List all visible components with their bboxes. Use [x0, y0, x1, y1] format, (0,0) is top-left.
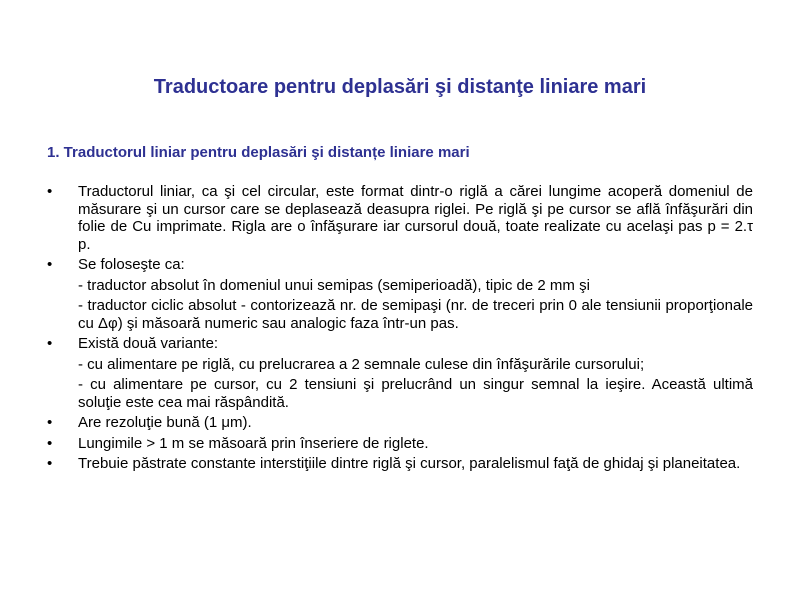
- list-item: [47, 183, 753, 253]
- sub-item: [47, 277, 753, 295]
- bullet-marker: •: [47, 414, 53, 431]
- sub-item-text: - cu alimentare pe riglă, cu prelucrarea a 2 semnale culese din înfăşurările cursorului;: [78, 355, 645, 373]
- sub-item: [47, 356, 753, 374]
- list-item-text: Are rezoluţie bună (1 μm).: [78, 414, 252, 431]
- bullet-marker: •: [47, 434, 53, 452]
- list-item-text: Există două variante:: [78, 335, 219, 352]
- sub-item-text: - traductor absolut în domeniul unui semipas (semiperioadă), tipic de 2 mm şi: [78, 276, 590, 294]
- bullet-marker: •: [47, 455, 53, 472]
- bullet-list: [47, 183, 753, 476]
- sub-item-text: - traductor ciclic absolut - contorizează nr. de semipaşi (nr. de treceri prin 0 ale tensiunii proporţionale cu Δφ) şi măsoară numeric sau analogic faza într-un pas.: [78, 297, 753, 332]
- list-item: [47, 256, 753, 274]
- sub-item: [47, 297, 753, 332]
- section-heading: 1. Traductorul liniar pentru deplasări şi distanțe liniare mari: [47, 144, 470, 161]
- list-item-text: Se foloseşte ca:: [78, 256, 185, 273]
- bullet-marker: •: [47, 183, 53, 200]
- bullet-marker: •: [47, 335, 53, 352]
- bullet-marker: •: [47, 256, 53, 273]
- sub-item-text: - cu alimentare pe cursor, cu 2 tensiuni şi prelucrând un singur semnal la ieşire. Această ultimă soluţie este cea mai răspândită.: [78, 376, 753, 411]
- list-item: [47, 455, 753, 473]
- list-item-text: Lungimile > 1 m se măsoară prin înseriere de riglete.: [78, 434, 429, 452]
- list-item: [47, 435, 753, 453]
- sub-item: [47, 376, 753, 411]
- list-item: [47, 335, 753, 353]
- slide-title: Traductoare pentru deplasări şi distanţe liniare mari: [153, 76, 647, 98]
- list-item: [47, 414, 753, 432]
- list-item-text: Traductorul liniar, ca şi cel circular, este format dintr-o riglă a cărei lungime acoperă domeniul de măsurare şi un cursor care se deplasează deasupra riglei. Pe riglă şi pe cursor se află înfăşurări din folie de Cu imprimate. Rigla are o înfăşurare iar cursorul două, toate realizate cu acelaşi pas p = 2.τ p.: [78, 183, 753, 253]
- list-item-text: Trebuie păstrate constante interstiţiile dintre riglă şi cursor, paralelismul faţă de ghidaj şi planeitatea.: [78, 455, 741, 472]
